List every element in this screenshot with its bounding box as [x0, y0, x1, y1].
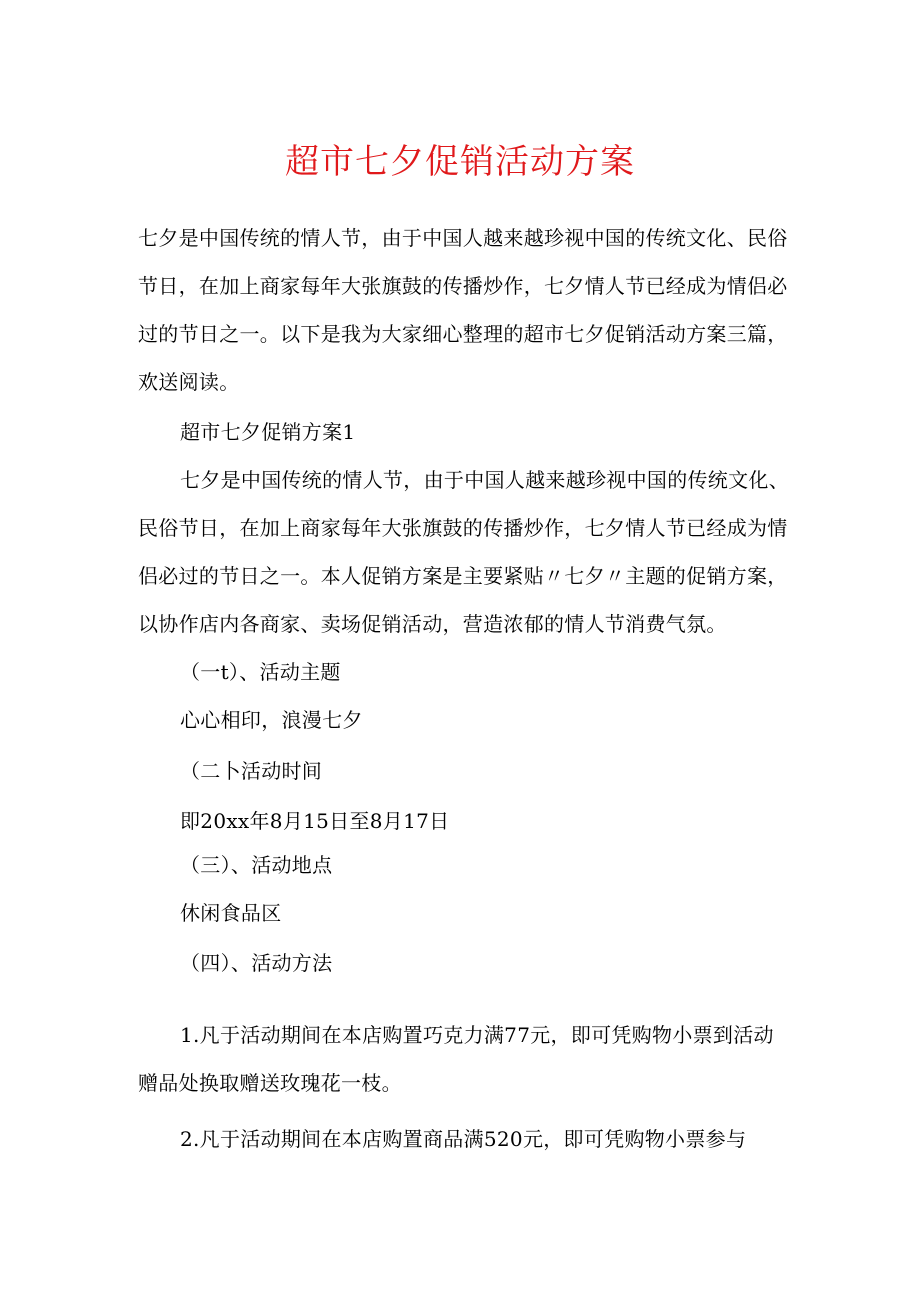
- item-heading-method: （四）、活动方法: [180, 951, 333, 975]
- intro-line: 欢送阅读。: [138, 370, 240, 394]
- method-2-line: 2.凡于活动期间在本店购置商品满520元，即可凭购物小票参与: [180, 1127, 747, 1151]
- section-para-line: 以协作店内各商家、卖场促销活动，营造浓郁的情人节消费气氛。: [138, 612, 727, 636]
- document-title: 超市七夕促销活动方案: [285, 142, 635, 182]
- section-para-line: 侣必过的节日之一。本人促销方案是主要紧贴〃七夕〃主题的促销方案，: [138, 564, 788, 588]
- intro-line: 过的节日之一。以下是我为大家细心整理的超市七夕促销活动方案三篇，: [138, 322, 788, 346]
- item-heading-theme: （一t）、活动主题: [180, 660, 341, 684]
- section-para-line: 民俗节日，在加上商家每年大张旗鼓的传播炒作，七夕情人节已经成为情: [138, 516, 788, 540]
- item-content-time: 即20xx年8月15日至8月17日: [180, 809, 450, 833]
- section-para-line: 七夕是中国传统的情人节，由于中国人越来越珍视中国的传统文化、: [180, 468, 789, 492]
- item-content-location: 休闲食品区: [180, 901, 282, 925]
- method-1-line: 1.凡于活动期间在本店购置巧克力满77元，即可凭购物小票到活动: [180, 1023, 774, 1047]
- intro-line: 七夕是中国传统的情人节，由于中国人越来越珍视中国的传统文化、民俗: [138, 226, 788, 250]
- item-heading-time: （二卜活动时间: [180, 759, 323, 783]
- method-1-line: 赠品处换取赠送玫瑰花一枝。: [138, 1071, 402, 1095]
- item-heading-location: （三）、活动地点: [180, 853, 333, 877]
- item-content-theme: 心心相印，浪漫七夕: [180, 708, 363, 732]
- section-heading: 超市七夕促销方案1: [180, 420, 356, 444]
- intro-line: 节日，在加上商家每年大张旗鼓的传播炒作，七夕情人节已经成为情侣必: [138, 274, 788, 298]
